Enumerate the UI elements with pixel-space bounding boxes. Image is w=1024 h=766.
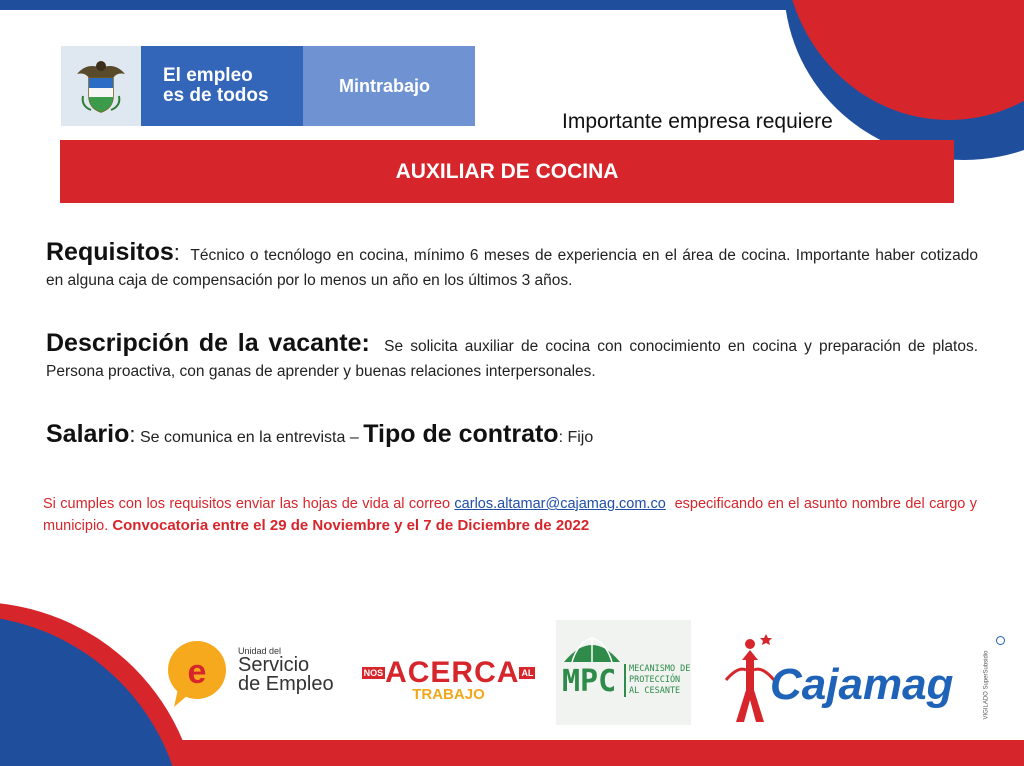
servicio-line-2: de Empleo	[238, 673, 334, 695]
requirements-section: Requisitos: Técnico o tecnólogo en cocina, mínimo 6 meses de experiencia en el área de cocina. Importante haber cotizado en alguna caja de compensación por lo menos un año en los últimos 3 años.	[46, 238, 978, 289]
gov-slogan	[141, 46, 303, 126]
application-dates: Convocatoria entre el 29 de Noviembre y el 7 de Diciembre de 2022	[112, 517, 590, 534]
slogan-line-1: El empleo	[163, 65, 253, 86]
servicio-empleo-wordmark	[238, 646, 334, 694]
mpc-line-3: AL CESANTE	[629, 686, 681, 696]
intro-text: Importante empresa requiere	[562, 110, 833, 133]
servicio-de-empleo-logo	[168, 630, 358, 710]
ministry-label: Mintrabajo	[303, 46, 475, 126]
supersubsidio-icon	[996, 636, 1005, 645]
mpc-line-2: PROTECCIÓN	[629, 675, 681, 685]
contact-email-link[interactable]: carlos.altamar@cajamag.com.co	[454, 496, 666, 512]
mpc-short-text: MPC	[562, 664, 617, 699]
requirements-text: Técnico o tecnólogo en cocina, mínimo 6 meses de experiencia en el área de cocina. Importante haber cotizado en alguna caja de compensación por lo menos un año en los últimos 3 años.	[46, 247, 978, 289]
colombia-coat-of-arms-icon	[61, 46, 141, 126]
cta-text-after: especificando en el asunto nombre del cargo y municipio.	[43, 496, 978, 534]
acerca-small-right: AL	[521, 668, 534, 678]
acerca-subtext: TRABAJO	[412, 686, 485, 703]
acerca-main-text: ACERCA	[385, 656, 520, 689]
nos-acerca-al-trabajo-logo	[363, 656, 534, 711]
servicio-line-1: Servicio	[238, 654, 310, 676]
cajamag-wordmark: Cajamag	[770, 660, 954, 709]
cajamag-logo	[720, 630, 1010, 730]
servicio-small-text: Unidad del	[238, 646, 282, 656]
mpc-logo	[556, 620, 691, 725]
svg-text:e: e	[187, 653, 207, 691]
description-label: Descripción de la vacante:	[46, 329, 370, 357]
application-instructions	[43, 493, 977, 537]
mpc-full-name	[624, 664, 690, 697]
job-title: AUXILIAR DE COCINA	[395, 159, 619, 183]
cta-text-before: Si cumples con los requisitos enviar las hojas de vida al correo	[43, 496, 451, 512]
salary-text: Se comunica en la entrevista –	[139, 429, 359, 446]
job-title-banner	[60, 140, 954, 203]
requirements-label: Requisitos	[46, 238, 174, 266]
vigilado-label	[984, 634, 1004, 726]
acerca-small-left: NOS	[363, 668, 384, 678]
servicio-empleo-e-icon	[168, 641, 226, 699]
mpc-line-1: MECANISMO DE	[629, 664, 691, 674]
contract-type-value: Fijo	[567, 429, 594, 446]
description-text: Se solicita auxiliar de cocina con conocimiento en cocina y preparación de platos. Persona proactiva, con ganas de aprender y buenas relaciones interpersonales.	[46, 338, 979, 380]
slogan-line-2: es de todos	[163, 85, 269, 106]
vigilado-text: VIGILADO SuperSubsidio	[983, 650, 990, 720]
salary-label: Salario	[46, 420, 130, 448]
salary-section: Salario: Se comunica en la entrevista – Tipo de contrato: Fijo	[46, 420, 594, 448]
government-logo	[61, 46, 475, 126]
contract-type-label: Tipo de contrato	[363, 420, 559, 448]
description-section	[46, 331, 978, 384]
